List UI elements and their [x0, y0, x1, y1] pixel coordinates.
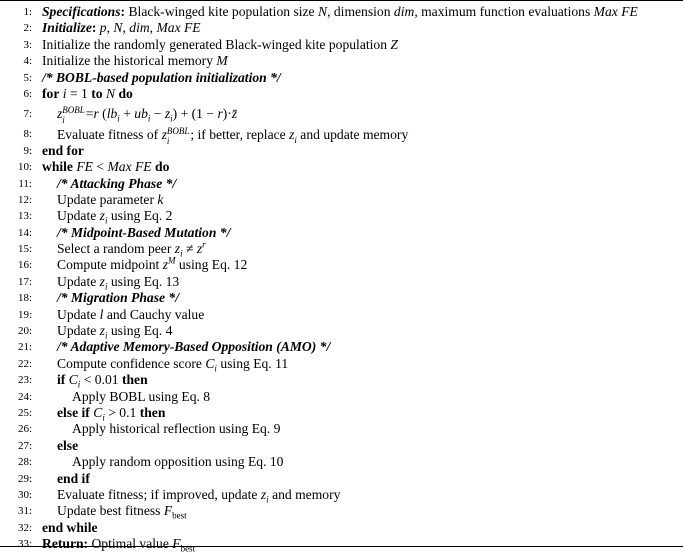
text-run: Initialize the randomly generated Black-winged kite population: [42, 36, 391, 52]
text-run: using Eq. 4: [107, 323, 173, 339]
line-content: [57, 372, 148, 388]
text-run: , dimension: [327, 4, 394, 19]
math-symbol: z: [260, 486, 267, 502]
line-content: [72, 454, 283, 470]
line-number: 31:: [17, 505, 32, 518]
text-run: , maximum function evaluations: [414, 4, 594, 19]
algorithm-line: [2, 192, 680, 208]
subscript: i: [77, 379, 81, 390]
algorithm-line: [2, 37, 680, 53]
text-run: Update: [57, 208, 100, 224]
math-symbol: ub: [134, 106, 148, 122]
line-number: 7:: [23, 108, 32, 121]
text-run: Select a random peer: [57, 241, 175, 257]
comment: /* Midpoint-Based Mutation */: [57, 224, 231, 240]
math-symbol: C: [205, 355, 215, 371]
text-run: ,: [122, 20, 130, 36]
line-content: [57, 257, 247, 273]
text-run: Update parameter: [57, 191, 158, 207]
line-content: [42, 520, 98, 536]
subscript: i: [166, 136, 170, 147]
line-number: 4:: [23, 55, 32, 68]
line-content: [42, 37, 398, 53]
subscript: i: [266, 494, 269, 505]
line-number: 19:: [17, 308, 32, 321]
math-symbol: r: [217, 106, 223, 122]
text-run: using Eq. 12: [175, 257, 248, 273]
text-run: =: [85, 106, 94, 122]
text-run: Black-winged kite population size: [125, 4, 318, 19]
line-content: [42, 159, 169, 175]
algorithm-line: [2, 421, 680, 437]
math-symbol: M: [216, 53, 228, 69]
line-content: [57, 503, 187, 522]
text-run: ,: [106, 20, 114, 36]
line-number: 12:: [17, 193, 32, 206]
comment: /* Attacking Phase */: [57, 175, 177, 191]
text-run: Initialize the historical memory: [42, 53, 217, 69]
line-number: 14:: [17, 226, 32, 239]
line-content: [57, 405, 165, 421]
line-content: [57, 102, 237, 126]
text-run: and update memory: [296, 127, 409, 143]
keyword: for: [42, 85, 60, 101]
line-number: 27:: [17, 439, 32, 452]
line-content: [42, 536, 195, 552]
algorithm-line: [2, 520, 680, 536]
math-symbol: F: [172, 536, 181, 552]
math-symbol: FE: [76, 159, 93, 175]
math-symbol: N: [105, 85, 116, 101]
comment: /* Migration Phase */: [57, 290, 179, 306]
subscript: i: [170, 114, 173, 125]
math-symbol: p: [99, 20, 107, 36]
algorithm-line: [2, 323, 680, 339]
text-run: Apply historical reflection using Eq. 9: [72, 421, 281, 437]
text-run: <: [92, 159, 108, 175]
subscript: i: [294, 135, 297, 146]
subscript: i: [62, 115, 65, 126]
line-content: [57, 438, 78, 454]
math-symbol: z: [99, 323, 105, 339]
algorithm-line: [2, 536, 680, 552]
keyword: end if: [57, 470, 90, 486]
line-content: [72, 389, 210, 405]
text-run: Apply BOBL using Eq. 8: [72, 388, 211, 404]
keyword: Return:: [42, 536, 89, 552]
keyword: then: [121, 372, 148, 388]
math-symbol: z: [164, 106, 171, 122]
line-number: 24:: [17, 390, 32, 403]
subscript: best: [172, 511, 187, 522]
line-content: [57, 208, 173, 227]
text-run: ≠: [182, 241, 197, 257]
algorithm-line: [2, 454, 680, 470]
text-run: using Eq. 13: [107, 273, 180, 289]
algorithm-line: [2, 86, 680, 102]
algorithm-line: [2, 53, 680, 69]
line-content: [57, 339, 330, 355]
algorithm-line: [2, 356, 680, 372]
algorithm-line: [2, 471, 680, 487]
algorithm-line: [2, 208, 680, 227]
line-number: 32:: [17, 521, 32, 534]
math-symbol: Max FE: [593, 4, 638, 19]
text-run: Apply random opposition using Eq. 10: [72, 454, 284, 470]
algorithm-line: [2, 20, 680, 36]
line-content: [57, 487, 340, 503]
math-symbol: z: [196, 241, 203, 257]
line-content: [42, 4, 638, 20]
text-run: ) + (1 −: [172, 106, 218, 122]
sub-superscript: [62, 105, 85, 125]
math-symbol: N: [113, 20, 123, 36]
algorithm-line: [2, 4, 680, 20]
algorithm-line: [2, 126, 680, 147]
math-symbol: z: [174, 241, 181, 257]
superscript: r: [202, 239, 206, 250]
math-symbol: z: [99, 208, 105, 224]
algorithm-line: [2, 102, 680, 126]
subscript: best: [180, 543, 196, 554]
line-content: [42, 143, 84, 159]
subscript: i: [104, 330, 108, 341]
comment: /* BOBL-based population initialization */: [42, 69, 281, 85]
line-number: 9:: [23, 144, 32, 157]
line-number: 17:: [17, 275, 32, 288]
text-run: Compute confidence score: [57, 355, 206, 371]
text-run: Update: [57, 306, 100, 322]
line-number: 25:: [17, 406, 32, 419]
line-content: [57, 323, 172, 339]
math-symbol: Max FE: [107, 159, 152, 175]
algorithm-line: [2, 290, 680, 306]
line-content: [42, 20, 201, 36]
line-number: 2:: [23, 22, 32, 35]
text-run: and memory: [268, 486, 341, 502]
math-symbol: Max FE: [156, 20, 201, 36]
algorithm-line: [2, 225, 680, 241]
line-number: 15:: [17, 243, 32, 256]
line-content: [57, 307, 204, 323]
algorithm-line: [2, 487, 680, 503]
math-symbol: z̄: [231, 106, 238, 122]
line-content: [57, 192, 163, 208]
math-symbol: z: [162, 257, 169, 273]
algorithm-line: [2, 372, 680, 388]
line-content: [57, 241, 206, 257]
line-content: [57, 176, 176, 192]
line-number: 26:: [17, 423, 32, 436]
keyword-italic: Specifications: [42, 4, 121, 19]
math-symbol: C: [93, 404, 103, 420]
algorithm-line: [2, 307, 680, 323]
math-symbol: r: [93, 106, 99, 122]
line-content: [42, 70, 281, 86]
line-number: 11:: [18, 177, 32, 190]
subscript: i: [214, 363, 217, 374]
algorithm-line: [2, 70, 680, 86]
line-number: 20:: [17, 325, 32, 338]
subscript: i: [104, 281, 108, 292]
algorithm-line: [2, 257, 680, 273]
keyword: else if: [57, 404, 90, 420]
keyword: end while: [42, 519, 98, 535]
line-number: 18:: [17, 292, 32, 305]
line-number: 30:: [17, 488, 32, 501]
text-run: +: [119, 106, 135, 122]
math-symbol: l: [99, 306, 104, 322]
math-symbol: z: [99, 273, 105, 289]
superscript: M: [168, 255, 176, 266]
text-run: Update: [57, 323, 100, 339]
keyword: do: [118, 85, 133, 101]
keyword: end for: [42, 142, 84, 158]
text-run: ,: [149, 20, 157, 36]
subscript: i: [117, 114, 120, 125]
line-number: 33:: [17, 538, 32, 551]
subscript: i: [104, 216, 108, 227]
line-content: [57, 356, 288, 372]
text-run: < 0.01: [80, 372, 122, 388]
math-symbol: z: [57, 106, 63, 122]
algorithm-line: [2, 241, 680, 257]
math-symbol: F: [163, 503, 173, 519]
algorithm-line: [2, 503, 680, 522]
line-number: 22:: [17, 357, 32, 370]
text-run: Optimal value: [88, 536, 173, 552]
math-symbol: C: [68, 372, 78, 388]
line-number: 23:: [17, 374, 32, 387]
text-run: using Eq. 2: [107, 208, 173, 224]
math-symbol: dim: [393, 4, 415, 19]
text-run: using Eq. 11: [216, 355, 289, 371]
text-run: > 0.1: [104, 404, 140, 420]
line-number: 10:: [17, 161, 32, 174]
text-run: Compute midpoint: [57, 257, 163, 273]
algorithm-line: [2, 405, 680, 421]
math-symbol: z: [161, 127, 167, 143]
subscript: i: [147, 114, 151, 125]
keyword: then: [139, 404, 166, 420]
algorithm-listing: [2, 4, 680, 553]
subscript: i: [102, 412, 105, 423]
superscript: BOBL: [62, 105, 85, 116]
superscript: BOBL: [166, 126, 190, 137]
algorithm-line: [2, 143, 680, 159]
text-run: Update best fitness: [57, 503, 164, 519]
text-run: = 1: [66, 85, 92, 101]
line-number: 1:: [23, 6, 32, 18]
line-number: 28:: [17, 456, 32, 469]
text-run: (: [98, 106, 107, 122]
math-symbol: z: [289, 127, 295, 143]
comment: /* Adaptive Memory-Based Opposition (AMO) */: [57, 339, 331, 355]
line-number: 8:: [23, 128, 32, 141]
math-symbol: N: [318, 4, 328, 19]
line-number: 29:: [17, 472, 32, 485]
text-run: ; if better, replace: [190, 127, 290, 143]
line-number: 5:: [23, 71, 32, 84]
keyword: else: [57, 437, 79, 453]
line-content: [57, 471, 90, 487]
algorithm-line: [2, 339, 680, 355]
line-content: [57, 274, 179, 290]
algorithm-line: [2, 274, 680, 290]
keyword: :: [120, 4, 126, 19]
text-run: and Cauchy value: [103, 306, 205, 322]
line-number: 6:: [23, 87, 32, 100]
text-run: −: [150, 106, 165, 122]
math-symbol: Z: [390, 36, 398, 52]
keyword: do: [155, 159, 170, 175]
keyword: while: [42, 159, 73, 175]
line-number: 13:: [17, 210, 32, 223]
line-number: 3:: [23, 38, 32, 51]
algorithm-line: [2, 438, 680, 454]
line-number: 21:: [17, 341, 32, 354]
text-run: Update: [57, 273, 100, 289]
algorithm-line: [2, 176, 680, 192]
math-symbol: lb: [106, 106, 118, 122]
line-content: [42, 53, 228, 69]
keyword: to: [91, 85, 103, 101]
subscript: i: [180, 248, 183, 259]
algorithm-line: [2, 389, 680, 405]
line-content: [57, 290, 179, 306]
line-content: [42, 86, 133, 102]
line-content: [72, 421, 280, 437]
keyword-italic: Initialize: [42, 20, 92, 36]
math-symbol: k: [157, 191, 164, 207]
math-symbol: dim: [129, 20, 150, 36]
algorithm-line: [2, 159, 680, 175]
math-symbol: i: [62, 85, 67, 101]
text-run: Evaluate fitness; if improved, update: [57, 486, 261, 502]
text-run: Evaluate fitness of: [57, 127, 162, 143]
keyword: :: [91, 20, 97, 36]
line-number: 16:: [17, 259, 32, 272]
text-run: )·: [222, 106, 232, 122]
keyword: if: [57, 372, 66, 388]
